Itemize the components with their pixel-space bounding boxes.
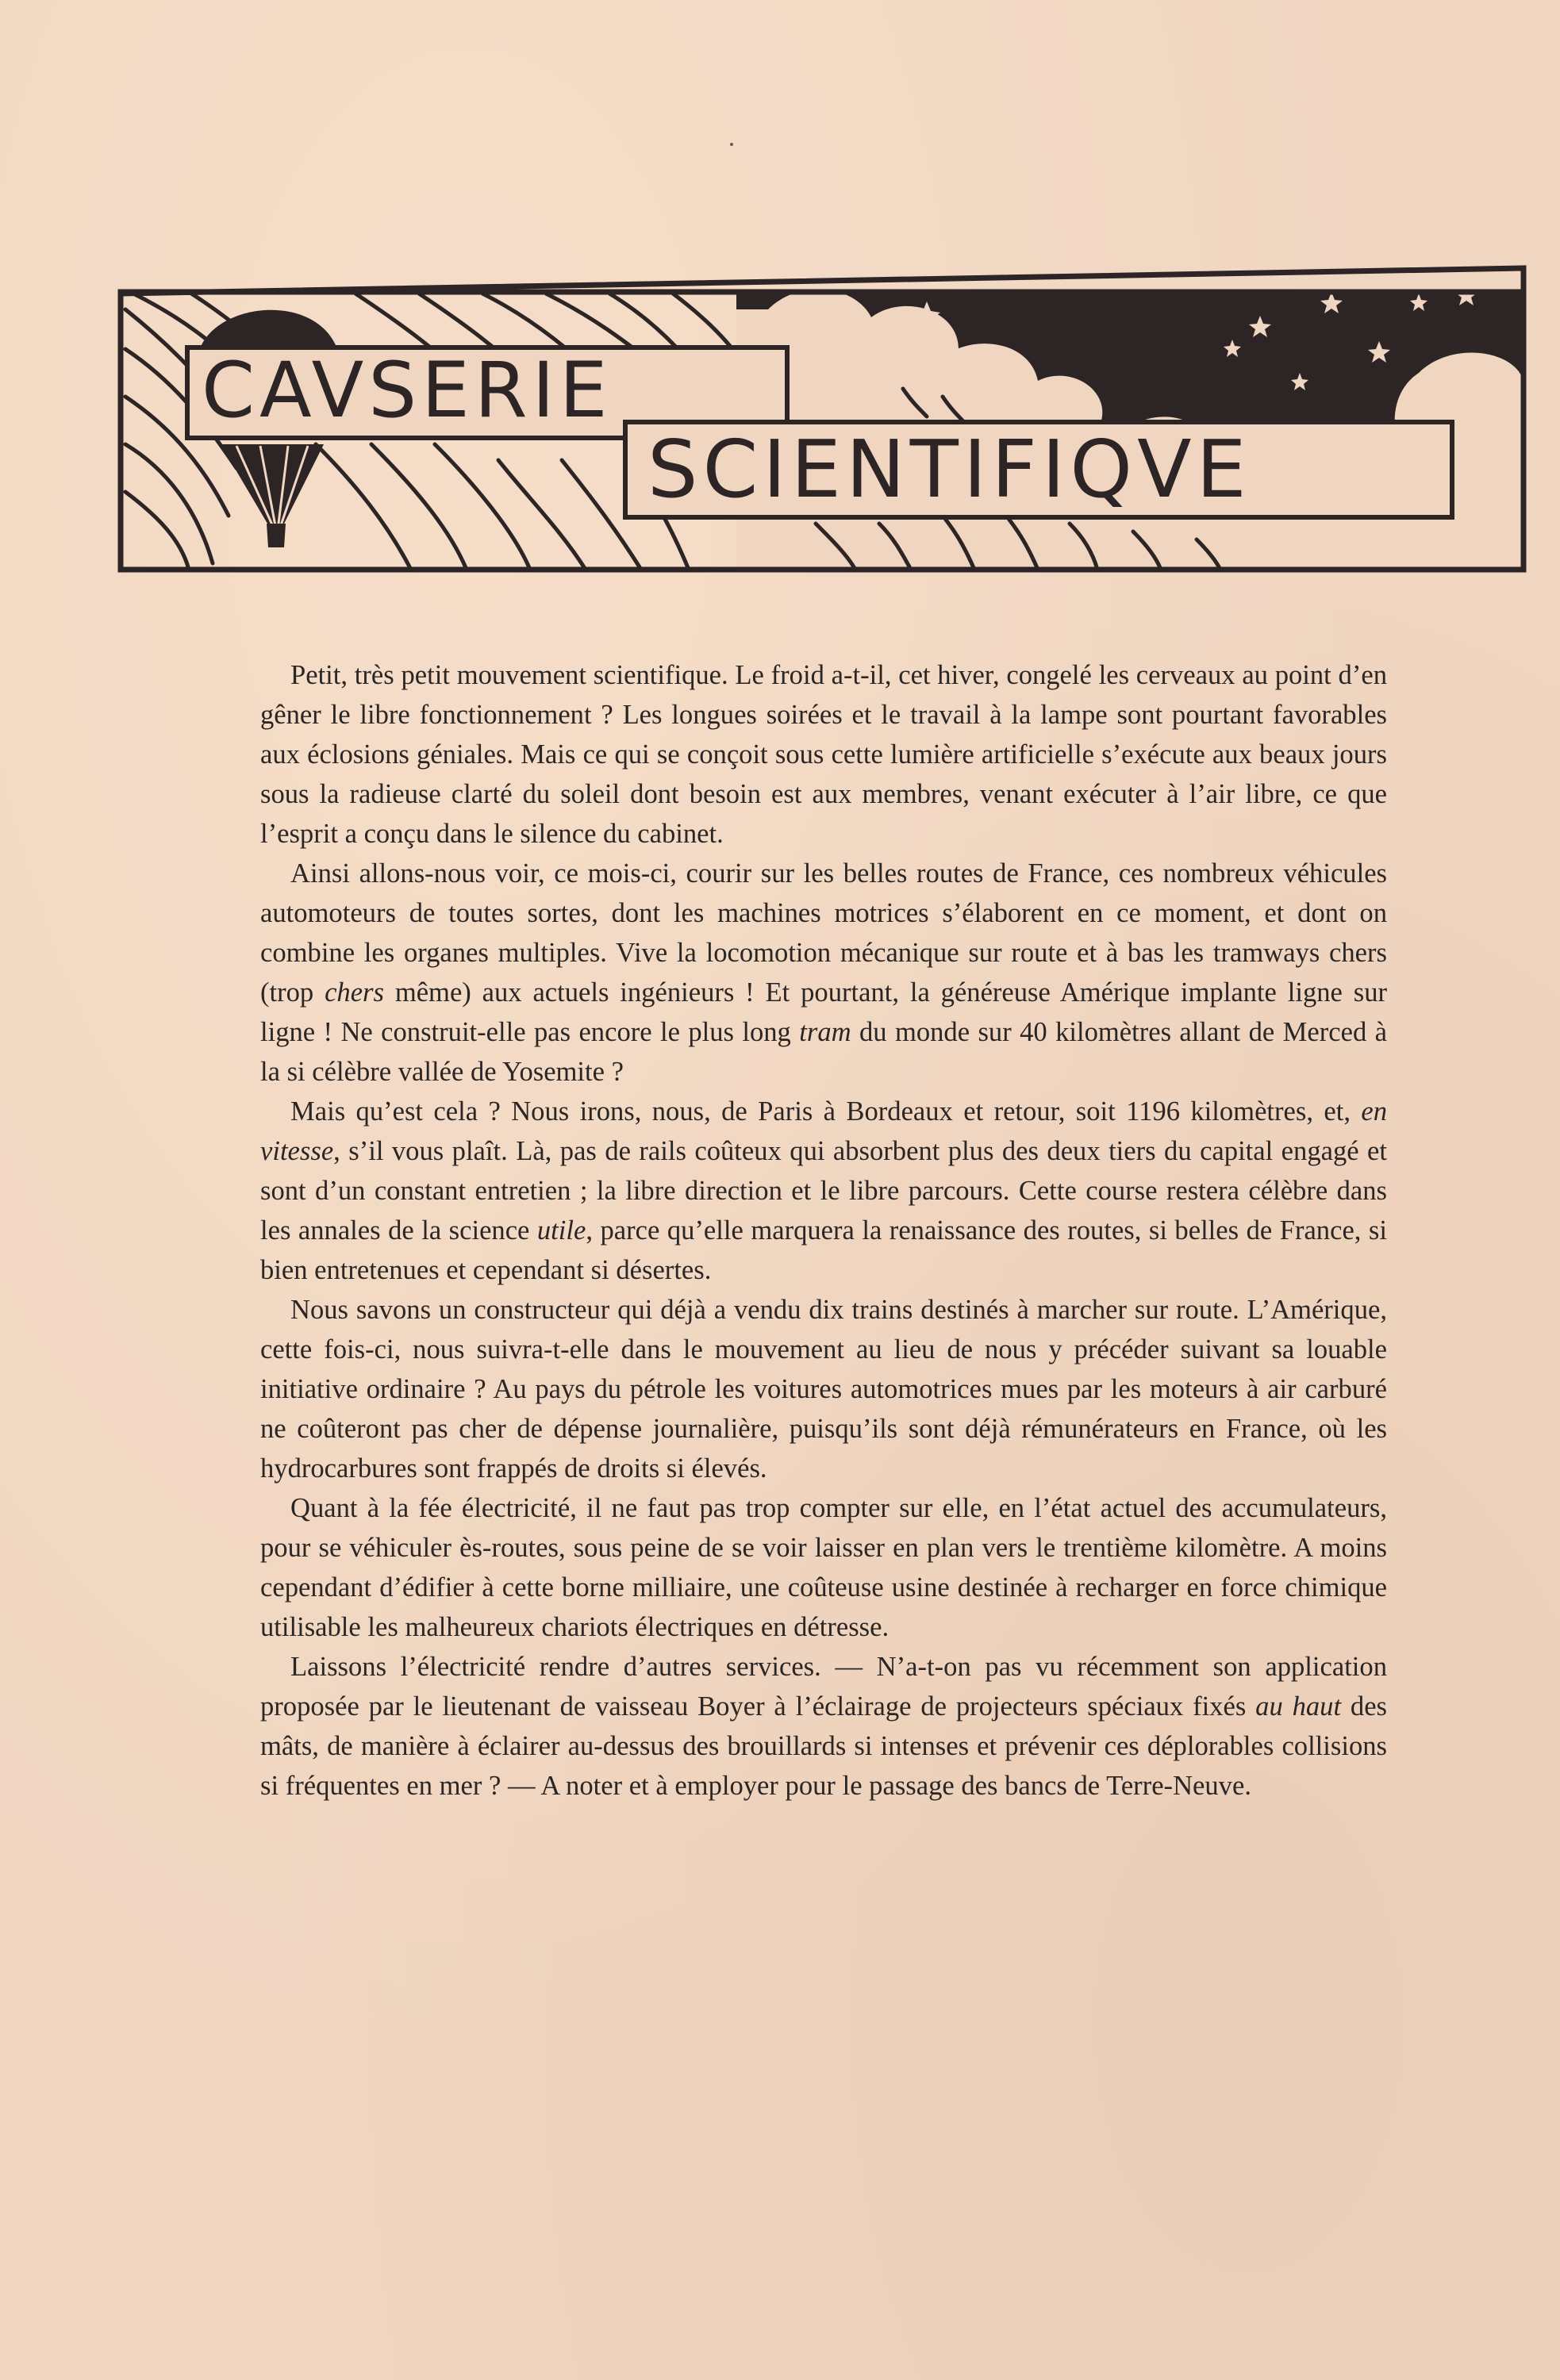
paragraph-text: Quant à la fée électricité, il ne faut pas trop compter sur elle, en l’état actuel des accumulateurs, pour se véhiculer ès-routes, sous peine de se voir laisser en plan vers le trentième kilomètre. A moins cependant d’édifier à cette borne milliaire, une coûteuse usine destinée à recharger en force chimique utilisable les malheureux chariots électriques en détresse. bbox=[260, 1493, 1387, 1642]
article-paragraph bbox=[260, 655, 1387, 854]
article-paragraph bbox=[260, 1647, 1387, 1806]
banner-illustration bbox=[117, 262, 1527, 573]
paragraph-text: Laissons l’électricité rendre d’autres services. — N’a-t-on pas vu récemment son application proposée par le lieutenant de vaisseau Boyer à l’éclairage de projecteurs spéciaux fixés bbox=[260, 1652, 1387, 1722]
paragraph-text: Mais qu’est cela ? Nous irons, nous, de Paris à Bordeaux et retour, soit 1196 kilomètres, et, bbox=[290, 1096, 1362, 1127]
italic-text: au haut bbox=[1255, 1691, 1342, 1722]
paragraph-text: , parce qu’elle marquera la renaissance des routes, si belles de France, si bien entretenues et cependant si désertes. bbox=[260, 1215, 1387, 1285]
banner-title-line1: CAVSERIE bbox=[202, 346, 613, 435]
article-paragraph bbox=[260, 1092, 1387, 1290]
italic-text: en vitesse bbox=[260, 1096, 1387, 1166]
italic-text: tram bbox=[799, 1017, 851, 1047]
paragraph-text: des mâts, de manière à éclairer au-dessus des brouillards si intenses et prévenir ces déplorables collisions si fréquentes en mer ? — A noter et à employer pour le passage des bancs de Terre-Neuve. bbox=[260, 1691, 1387, 1801]
header-banner bbox=[117, 262, 1527, 573]
paragraph-text: Nous savons un constructeur qui déjà a vendu dix trains destinés à marcher sur route. L’Amérique, cette fois-ci, nous suivra-t-elle dans le mouvement au lieu de nous y précéder suivant sa louable initiative ordinaire ? Au pays du pétrole les voitures automotrices mues par les moteurs à air carburé ne coûteront pas cher de dépense journalière, puisqu’ils sont déjà rémunérateurs en France, où les hydrocarbures sont frappés de droits si élevés. bbox=[260, 1295, 1387, 1484]
italic-text: utile bbox=[536, 1215, 586, 1246]
banner-title-line2: SCIENTIFIQVE bbox=[647, 423, 1251, 516]
article-paragraph bbox=[260, 1290, 1387, 1488]
paragraph-text: Petit, très petit mouvement scientifique. Le froid a-t-il, cet hiver, congelé les cerveaux au point d’en gêner le libre fonctionnement ? Les longues soirées et le travail à la lampe sont pourtant favorables aux éclosions géniales. Mais ce qui se conçoit sous cette lumière artificielle s’exécute aux beaux jours sous la radieuse clarté du soleil dont besoin est aux membres, venant exécuter à l’air libre, ce que l’esprit a conçu dans le silence du cabinet. bbox=[260, 660, 1387, 849]
article-body bbox=[260, 655, 1387, 1806]
article-paragraph bbox=[260, 854, 1387, 1092]
article-paragraph bbox=[260, 1488, 1387, 1647]
paragraph-text: même) aux actuels ingénieurs ! Et pourtant, la généreuse Amérique implante ligne sur ligne ! Ne construit-elle pas encore le plus long bbox=[260, 977, 1387, 1047]
paragraph-text: , s’il vous plaît. Là, pas de rails coûteux qui absorbent plus des deux tiers du capital engagé et sont d’un constant entretien ; la libre direction et le libre parcours. Cette course restera célèbre dans les annales de la science bbox=[260, 1136, 1387, 1246]
paragraph-text: Ainsi allons-nous voir, ce mois-ci, courir sur les belles routes de France, ces nombreux véhicules automoteurs de toutes sortes, dont les machines motrices s’élaborent en ce moment, et dont on combine les organes multiples. Vive la locomotion mécanique sur route et à bas les tramways chers (trop bbox=[260, 858, 1387, 1008]
paragraph-text: du monde sur 40 kilomètres allant de Merced à la si célèbre vallée de Yosemite ? bbox=[260, 1017, 1387, 1087]
italic-text: chers bbox=[325, 977, 384, 1008]
ink-speck bbox=[730, 143, 733, 146]
